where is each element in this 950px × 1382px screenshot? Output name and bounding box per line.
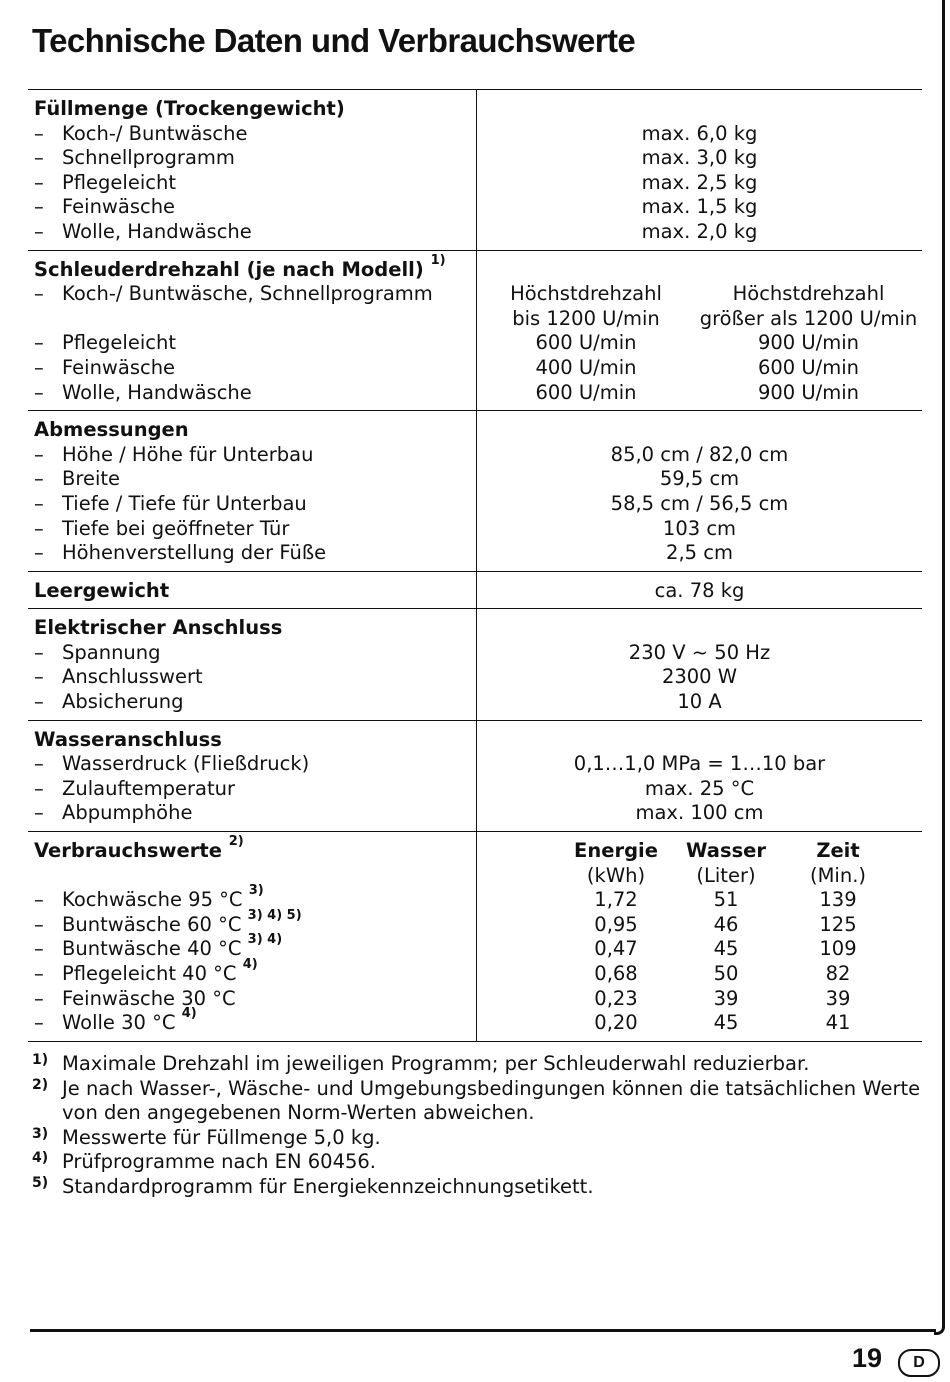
dimensions-heading: Abmessungen (34, 418, 189, 442)
spec-row: – Feinwäsche max. 1,5 kg (34, 195, 758, 219)
spec-row: – Spannung 230 V ~ 50 Hz (34, 640, 771, 664)
spec-row: bis 1200 U/min größer als 1200 U/min (512, 306, 918, 330)
electric-heading: Elektrischer Anschluss (34, 616, 283, 640)
fill-heading: Füllmenge (Trockengewicht) (34, 97, 345, 120)
language-badge: D (898, 1349, 940, 1377)
footnote: 3) Messwerte für Füllmenge 5,0 kg. (32, 1125, 381, 1149)
spec-row: – Schnellprogramm max. 3,0 kg (34, 146, 758, 170)
footnote: 4) Prüfprogramme nach EN 60456. (32, 1150, 377, 1173)
water-heading: Wasseranschluss (34, 727, 222, 751)
weight-heading: Leergewicht (34, 578, 170, 602)
col-water: Wasser (685, 839, 767, 863)
spec-row: – Anschlusswert 2300 W (34, 665, 738, 689)
unit-energy: (kWh) (586, 863, 646, 887)
section-consumption (28, 832, 922, 1042)
consumption-row: – Buntwäsche 40 °C $^{3) 4)}$ 0,47 45 109 (34, 932, 857, 961)
spec-row: – Höhe / Höhe für Unterbau 85,0 cm / 82,0 cm (34, 442, 789, 466)
spec-row: – Wolle, Handwäsche max. 2,0 kg (34, 219, 758, 243)
consumption-row: – Wolle 30 °C $^{4)}$ 0,20 45 41 (34, 1006, 851, 1035)
unit-water: (Liter) (696, 863, 756, 887)
spec-row: – Absicherung 10 A (34, 690, 722, 714)
spec-row: – Tiefe / Tiefe für Unterbau 58,5 cm / 56,5 cm (34, 491, 789, 515)
section-electric (28, 609, 922, 720)
unit-time: (Min.) (809, 863, 866, 887)
bottom-rule (30, 1329, 936, 1332)
consumption-row: – Feinwäsche 30 °C 0,23 39 39 (34, 986, 851, 1010)
spec-row: – Feinwäsche 400 U/min 600 U/min (34, 355, 860, 379)
section-fill (28, 90, 922, 251)
spec-row: – Höhenverstellung der Füße 2,5 cm (34, 541, 733, 565)
consumption-row: – Buntwäsche 60 °C $^{3) 4) 5)}$ 0,95 46 125 (34, 907, 857, 936)
footnotes (32, 1052, 927, 1199)
footnote: 5) Standardprogramm für Energiekennzeichnungsetikett. (32, 1174, 594, 1198)
page-title: Technische Daten und Verbrauchswerte (32, 22, 636, 59)
spec-row: – Koch-/ Buntwäsche max. 6,0 kg (34, 121, 758, 145)
section-dimensions (28, 411, 922, 572)
spec-row: – Breite 59,5 cm (34, 467, 740, 491)
spec-row: – Tiefe bei geöffneter Tür 103 cm (34, 516, 737, 540)
consumption-row: – Kochwäsche 95 °C $^{3)}$ 1,72 51 139 (34, 883, 857, 912)
spin-heading: Schleuderdrehzahl (je nach Modell) $^{1)}$ (34, 252, 446, 281)
col-time: Zeit (816, 839, 860, 863)
col-energy: Energie (574, 839, 658, 863)
consumption-row: – Pflegeleicht 40 °C $^{4)}$ 0,68 50 82 (34, 957, 851, 985)
spec-row: – Pflegeleicht max. 2,5 kg (34, 170, 758, 194)
consumption-heading: Verbrauchswerte $^{2)}$ (34, 834, 244, 863)
spec-row: – Koch-/ Buntwäsche, Schnellprogramm Höchstdrehzahl Höchstdrehzahl (34, 282, 885, 306)
spec-row: – Zulauftemperatur max. 25 °C (34, 776, 755, 800)
spec-row: – Abpumphöhe max. 100 cm (34, 801, 764, 825)
spec-row: – Pflegeleicht 600 U/min 900 U/min (34, 331, 860, 355)
footnote: 1) Maximale Drehzahl im jeweiligen Programm; per Schleuderwahl reduzierbar. (32, 1052, 810, 1075)
weight-value: ca. 78 kg (654, 578, 745, 602)
spec-row: – Wasserdruck (Fließdruck) 0,1…1,0 MPa = 1…10 bar (34, 752, 826, 776)
spec-row: – Wolle, Handwäsche 600 U/min 900 U/min (34, 380, 860, 404)
page-edge-border (934, 0, 945, 1335)
section-water (28, 721, 922, 832)
section-weight (28, 572, 922, 610)
page-number: 19 (852, 1343, 883, 1373)
spec-table (28, 89, 922, 1042)
footnote: 2) Je nach Wasser-, Wäsche- und Umgebungsbedingungen können die tatsächlichen Werte von den angegebenen Norm-Werten abweichen. (32, 1076, 921, 1124)
section-spin (28, 251, 922, 412)
